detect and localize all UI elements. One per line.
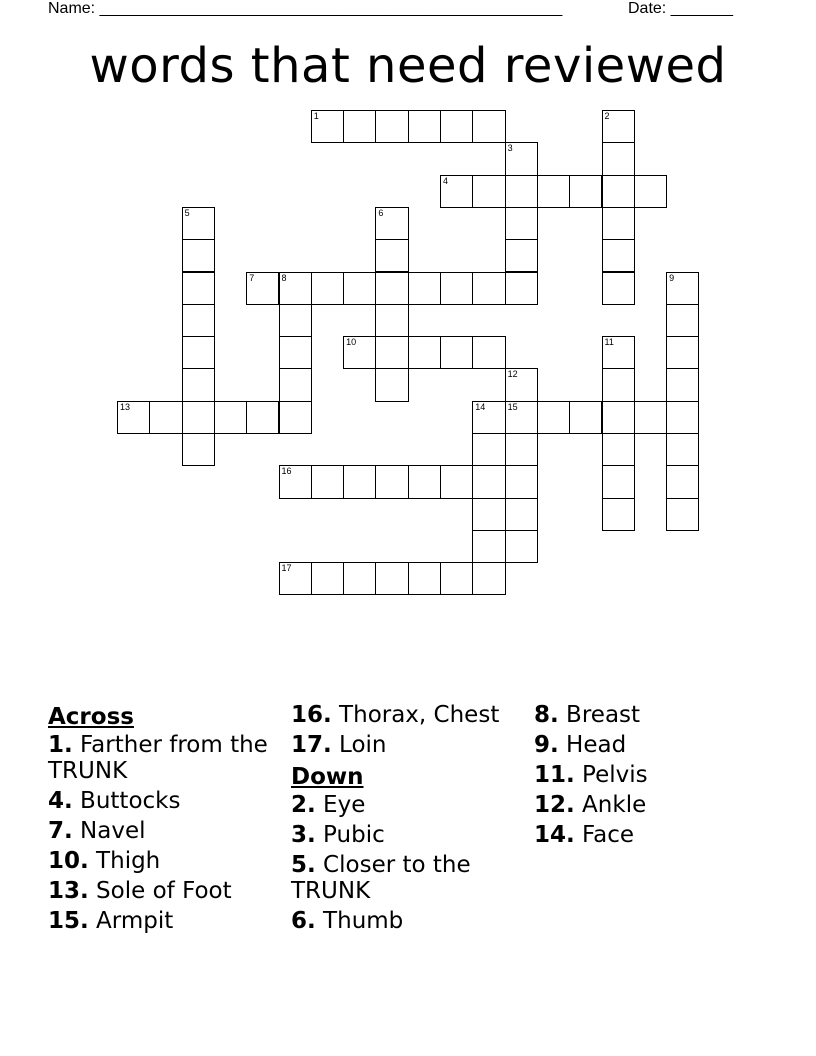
clue-item <box>534 702 774 728</box>
grid-cell[interactable] <box>311 110 344 143</box>
clue-number-label: 4 <box>443 175 449 186</box>
grid-cell[interactable] <box>602 433 635 466</box>
grid-cell[interactable] <box>602 401 635 434</box>
grid-cell[interactable] <box>505 175 538 208</box>
grid-cell[interactable] <box>182 336 215 369</box>
clue-text: Eye <box>315 792 366 818</box>
grid-cell[interactable] <box>182 401 215 434</box>
grid-cell[interactable] <box>408 562 441 595</box>
across-heading: Across <box>48 704 134 730</box>
clues-column-3 <box>534 702 774 852</box>
down-clue-list-continued <box>534 702 774 848</box>
clue-item <box>48 848 273 874</box>
grid-cell[interactable] <box>214 401 247 434</box>
grid-cell[interactable] <box>279 272 312 305</box>
clue-item <box>48 788 273 814</box>
grid-cell[interactable] <box>375 304 408 337</box>
clue-text: Loin <box>331 732 387 758</box>
grid-cell[interactable] <box>182 272 215 305</box>
grid-cell[interactable] <box>666 498 699 531</box>
clue-text: Closer to the TRUNK <box>291 852 471 904</box>
header <box>48 0 748 22</box>
clue-item <box>291 822 531 848</box>
grid-cell[interactable] <box>666 368 699 401</box>
clue-item <box>534 762 774 788</box>
clue-number-label: 1 <box>313 111 319 121</box>
grid-cell[interactable] <box>343 336 376 369</box>
grid-cell[interactable] <box>505 530 538 563</box>
grid-cell[interactable] <box>472 530 505 563</box>
clue-number-label: 3 <box>507 143 513 154</box>
grid-cell[interactable] <box>602 239 635 272</box>
clue-number-label: 2 <box>604 111 610 121</box>
grid-cell[interactable] <box>472 401 505 434</box>
grid-cell[interactable] <box>602 142 635 175</box>
grid-cell[interactable] <box>569 175 602 208</box>
clue-number: 4. <box>48 788 73 814</box>
clue-text: Face <box>574 822 635 848</box>
grid-cell[interactable] <box>505 207 538 240</box>
clue-item <box>48 732 273 784</box>
grid-cell[interactable] <box>505 401 538 434</box>
grid-cell[interactable] <box>311 562 344 595</box>
grid-cell[interactable] <box>375 239 408 272</box>
clue-number: 7. <box>48 818 73 844</box>
grid-cell[interactable] <box>602 207 635 240</box>
grid-cell[interactable] <box>537 401 570 434</box>
clue-number-label: 16 <box>281 466 292 477</box>
clue-item <box>291 908 531 934</box>
clue-number-label: 15 <box>507 401 518 412</box>
grid-cell[interactable] <box>602 272 635 305</box>
down-heading: Down <box>291 764 364 790</box>
grid-cell[interactable] <box>505 433 538 466</box>
clue-number: 13. <box>48 878 89 904</box>
grid-cell[interactable] <box>311 272 344 305</box>
grid-cell[interactable] <box>634 175 667 208</box>
clue-item <box>48 908 273 934</box>
grid-cell[interactable] <box>246 401 279 434</box>
clue-item <box>48 818 273 844</box>
date-field: Date: _______ <box>628 0 733 17</box>
clue-number: 17. <box>291 732 332 758</box>
clue-number: 9. <box>534 732 559 758</box>
grid-cell[interactable] <box>505 142 538 175</box>
grid-cell[interactable] <box>602 368 635 401</box>
grid-cell[interactable] <box>602 175 635 208</box>
clue-number-label: 8 <box>281 272 287 283</box>
clue-item <box>534 732 774 758</box>
grid-cell[interactable] <box>602 336 635 369</box>
grid-cell[interactable] <box>440 175 473 208</box>
across-clue-list-continued <box>291 702 531 758</box>
grid-cell[interactable] <box>505 239 538 272</box>
clue-text: Pelvis <box>574 762 648 788</box>
clue-number: 6. <box>291 908 316 934</box>
clue-text: Farther from the TRUNK <box>48 732 268 784</box>
grid-cell[interactable] <box>279 401 312 434</box>
grid-cell[interactable] <box>279 368 312 401</box>
clue-text: Armpit <box>88 908 174 934</box>
grid-cell[interactable] <box>666 336 699 369</box>
grid-cell[interactable] <box>408 465 441 498</box>
clue-number-label: 12 <box>507 369 518 380</box>
grid-cell[interactable] <box>505 498 538 531</box>
grid-cell[interactable] <box>343 562 376 595</box>
clue-number: 10. <box>48 848 89 874</box>
grid-cell[interactable] <box>182 207 215 240</box>
grid-cell[interactable] <box>182 239 215 272</box>
clue-number-label: 9 <box>669 272 675 283</box>
clue-item <box>291 732 531 758</box>
clue-text: Head <box>558 732 627 758</box>
clue-number-label: 14 <box>475 401 486 412</box>
grid-cell[interactable] <box>472 498 505 531</box>
grid-cell[interactable] <box>149 401 182 434</box>
grid-cell[interactable] <box>440 562 473 595</box>
clue-number: 2. <box>291 792 316 818</box>
grid-cell[interactable] <box>472 272 505 305</box>
grid-cell[interactable] <box>408 336 441 369</box>
clue-text: Breast <box>558 702 641 728</box>
clue-item <box>291 792 531 818</box>
grid-cell[interactable] <box>666 272 699 305</box>
grid-cell[interactable] <box>602 465 635 498</box>
down-clue-list <box>291 792 531 934</box>
grid-cell[interactable] <box>440 272 473 305</box>
clue-text: Thumb <box>315 908 404 934</box>
clue-number: 12. <box>534 792 575 818</box>
clue-text: Navel <box>72 818 146 844</box>
grid-cell[interactable] <box>408 272 441 305</box>
clue-text: Ankle <box>574 792 647 818</box>
grid-cell[interactable] <box>666 433 699 466</box>
grid-cell[interactable] <box>375 336 408 369</box>
grid-cell[interactable] <box>375 207 408 240</box>
grid-cell[interactable] <box>117 401 150 434</box>
clue-number: 15. <box>48 908 89 934</box>
clue-item <box>291 852 531 904</box>
grid-cell[interactable] <box>472 465 505 498</box>
grid-cell[interactable] <box>505 272 538 305</box>
grid-cell[interactable] <box>602 110 635 143</box>
grid-cell[interactable] <box>472 433 505 466</box>
grid-cell[interactable] <box>505 465 538 498</box>
clue-number-label: 5 <box>184 207 190 218</box>
grid-cell[interactable] <box>634 401 667 434</box>
clue-number: 5. <box>291 852 316 878</box>
grid-cell[interactable] <box>279 562 312 595</box>
clue-item <box>534 792 774 818</box>
grid-cell[interactable] <box>182 304 215 337</box>
grid-cell[interactable] <box>246 272 279 305</box>
grid-cell[interactable] <box>472 562 505 595</box>
clue-number-label: 13 <box>120 401 131 412</box>
grid-cell[interactable] <box>182 368 215 401</box>
grid-cell[interactable] <box>375 562 408 595</box>
grid-cell[interactable] <box>472 336 505 369</box>
grid-cell[interactable] <box>311 465 344 498</box>
clue-number: 3. <box>291 822 316 848</box>
clue-number-label: 11 <box>604 337 614 348</box>
clues-column-2 <box>291 702 531 938</box>
grid-cell[interactable] <box>666 304 699 337</box>
grid-cell[interactable] <box>375 465 408 498</box>
name-field: Name: ____________________________________________________ <box>48 0 563 17</box>
clue-number: 16. <box>291 702 332 728</box>
clue-number-label: 6 <box>378 207 384 218</box>
grid-cell[interactable] <box>440 110 473 143</box>
page-title: words that need reviewed <box>89 38 727 94</box>
clue-item <box>534 822 774 848</box>
grid-cell[interactable] <box>472 110 505 143</box>
grid-cell[interactable] <box>440 465 473 498</box>
grid-cell[interactable] <box>343 272 376 305</box>
grid-cell[interactable] <box>666 465 699 498</box>
clue-number: 8. <box>534 702 559 728</box>
clue-number-label: 17 <box>281 563 292 574</box>
clue-text: Thigh <box>88 848 161 874</box>
clue-text: Buttocks <box>72 788 181 814</box>
grid-cell[interactable] <box>375 368 408 401</box>
clue-item <box>48 878 273 904</box>
clue-number: 1. <box>48 732 73 758</box>
grid-cell[interactable] <box>440 336 473 369</box>
grid-cell[interactable] <box>182 433 215 466</box>
across-clue-list <box>48 732 273 934</box>
grid-cell[interactable] <box>375 272 408 305</box>
grid-cell[interactable] <box>279 465 312 498</box>
grid-cell[interactable] <box>343 110 376 143</box>
clue-text: Thorax, Chest <box>331 702 500 728</box>
grid-cell[interactable] <box>666 401 699 434</box>
clues-column-1 <box>48 702 273 938</box>
grid-cell[interactable] <box>279 304 312 337</box>
grid-cell[interactable] <box>279 336 312 369</box>
clue-number-label: 10 <box>346 337 357 348</box>
clue-number-label: 7 <box>249 272 255 283</box>
clue-text: Sole of Foot <box>88 878 232 904</box>
grid-cell[interactable] <box>537 175 570 208</box>
clue-number: 11. <box>534 762 575 788</box>
grid-cell[interactable] <box>343 465 376 498</box>
grid-cell[interactable] <box>505 368 538 401</box>
grid-cell[interactable] <box>375 110 408 143</box>
grid-cell[interactable] <box>602 498 635 531</box>
clue-number: 14. <box>534 822 575 848</box>
grid-cell[interactable] <box>408 110 441 143</box>
clue-item <box>291 702 531 728</box>
clue-text: Pubic <box>315 822 385 848</box>
grid-cell[interactable] <box>569 401 602 434</box>
grid-cell[interactable] <box>472 175 505 208</box>
